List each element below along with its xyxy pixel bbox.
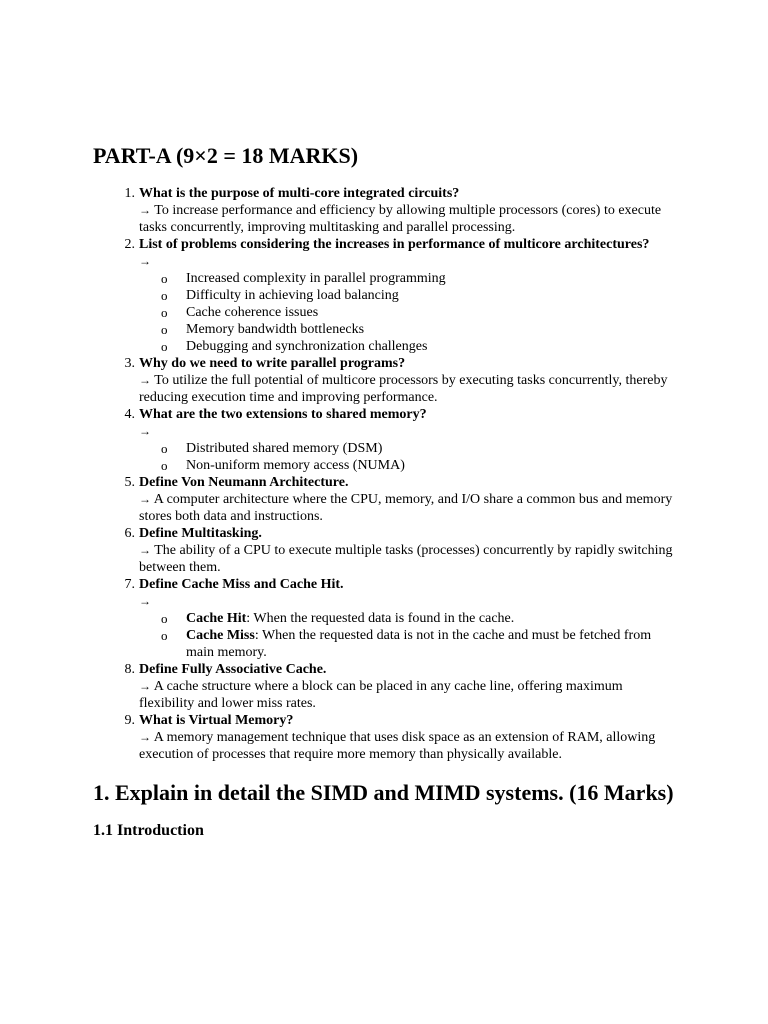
answer <box>139 729 678 763</box>
bullet-icon: o <box>161 441 168 456</box>
answer <box>139 202 678 236</box>
bullet-icon: o <box>161 458 168 473</box>
list-item <box>139 338 678 355</box>
list-item-text: Difficulty in achieving load balancing <box>186 288 399 303</box>
question-title: What are the two extensions to shared memory? <box>139 407 427 422</box>
list-item <box>139 321 678 338</box>
answer-text: To increase performance and efficiency by allowing multiple processors (cores) to execute tasks concurrently, improving multitasking and parallel processing. <box>139 203 662 235</box>
list-item-text: Cache coherence issues <box>186 305 319 320</box>
question-7 <box>93 576 678 661</box>
answer <box>139 253 678 270</box>
bullet-icon: o <box>161 271 168 286</box>
arrow-icon: → <box>139 543 151 557</box>
question-title: Define Von Neumann Architecture. <box>139 475 349 490</box>
question-title: Define Fully Associative Cache. <box>139 662 327 677</box>
question-number: 2. <box>124 237 135 252</box>
list-item-text: Non-uniform memory access (NUMA) <box>186 458 405 473</box>
answer <box>139 491 678 525</box>
term: Cache Miss <box>186 628 255 643</box>
question-title: What is Virtual Memory? <box>139 713 294 728</box>
section-heading: 1. Explain in detail the SIMD and MIMD systems. (16 Marks) <box>93 780 674 805</box>
question-title: Why do we need to write parallel programs? <box>139 356 406 371</box>
answer <box>139 678 678 712</box>
bullet-icon: o <box>161 288 168 303</box>
question-number: 4. <box>124 407 135 422</box>
question-9 <box>93 712 678 763</box>
arrow-icon: → <box>139 679 151 693</box>
question-5 <box>93 474 678 525</box>
page-content <box>93 141 678 841</box>
answer <box>139 372 678 406</box>
list-item-text: Increased complexity in parallel programming <box>186 271 446 286</box>
question-title: List of problems considering the increases in performance of multicore architectures? <box>139 237 650 252</box>
answer-text: A computer architecture where the CPU, memory, and I/O share a common bus and memory stores both data and instructions. <box>139 492 673 524</box>
list-item <box>139 627 678 661</box>
bullet-icon: o <box>161 322 168 337</box>
answer-text: The ability of a CPU to execute multiple tasks (processes) concurrently by rapidly switching between them. <box>139 543 673 575</box>
arrow-icon: → <box>139 492 151 506</box>
question-1 <box>93 185 678 236</box>
question-6 <box>93 525 678 576</box>
question-number: 6. <box>124 526 135 541</box>
term: Cache Hit <box>186 611 247 626</box>
question-number: 3. <box>124 356 135 371</box>
answer-text: A memory management technique that uses disk space as an extension of RAM, allowing execution of processes that require more memory than physically available. <box>139 730 656 762</box>
list-item <box>139 440 678 457</box>
list-item <box>139 287 678 304</box>
question-2 <box>93 236 678 355</box>
question-number: 9. <box>124 713 135 728</box>
list-item <box>139 610 678 627</box>
answer <box>139 542 678 576</box>
answer <box>139 423 678 440</box>
arrow-icon: → <box>139 254 151 268</box>
answer-list <box>139 440 678 474</box>
question-list <box>93 185 678 763</box>
list-item <box>139 457 678 474</box>
bullet-icon: o <box>161 305 168 320</box>
bullet-icon: o <box>161 339 168 354</box>
subsection-heading: 1.1 Introduction <box>93 822 204 839</box>
answer-list <box>139 610 678 661</box>
question-title: Define Cache Miss and Cache Hit. <box>139 577 344 592</box>
arrow-icon: → <box>139 203 151 217</box>
answer <box>139 593 678 610</box>
question-title: What is the purpose of multi-core integrated circuits? <box>139 186 460 201</box>
question-number: 5. <box>124 475 135 490</box>
list-item <box>139 304 678 321</box>
list-item-text: Memory bandwidth bottlenecks <box>186 322 365 337</box>
arrow-icon: → <box>139 730 151 744</box>
list-item-text: Debugging and synchronization challenges <box>186 339 428 354</box>
bullet-icon: o <box>161 628 168 643</box>
question-title: Define Multitasking. <box>139 526 262 541</box>
part-a-heading: PART-A (9×2 = 18 MARKS) <box>93 143 359 168</box>
question-number: 7. <box>124 577 135 592</box>
answer-list <box>139 270 678 355</box>
arrow-icon: → <box>139 594 151 608</box>
arrow-icon: → <box>139 373 151 387</box>
answer-text: A cache structure where a block can be placed in any cache line, offering maximum flexibility and lower miss rates. <box>139 679 623 711</box>
question-3 <box>93 355 678 406</box>
answer-text: To utilize the full potential of multicore processors by executing tasks concurrently, thereby reducing execution time and improving performance. <box>139 373 668 405</box>
term-description: : When the requested data is not in the cache and must be fetched from main memory. <box>186 628 652 660</box>
arrow-icon: → <box>139 424 151 438</box>
list-item-text: Distributed shared memory (DSM) <box>186 441 383 456</box>
question-4 <box>93 406 678 474</box>
list-item <box>139 270 678 287</box>
bullet-icon: o <box>161 611 168 626</box>
term-description: : When the requested data is found in the cache. <box>246 611 515 626</box>
question-8 <box>93 661 678 712</box>
question-number: 8. <box>124 662 135 677</box>
question-number: 1. <box>124 186 135 201</box>
